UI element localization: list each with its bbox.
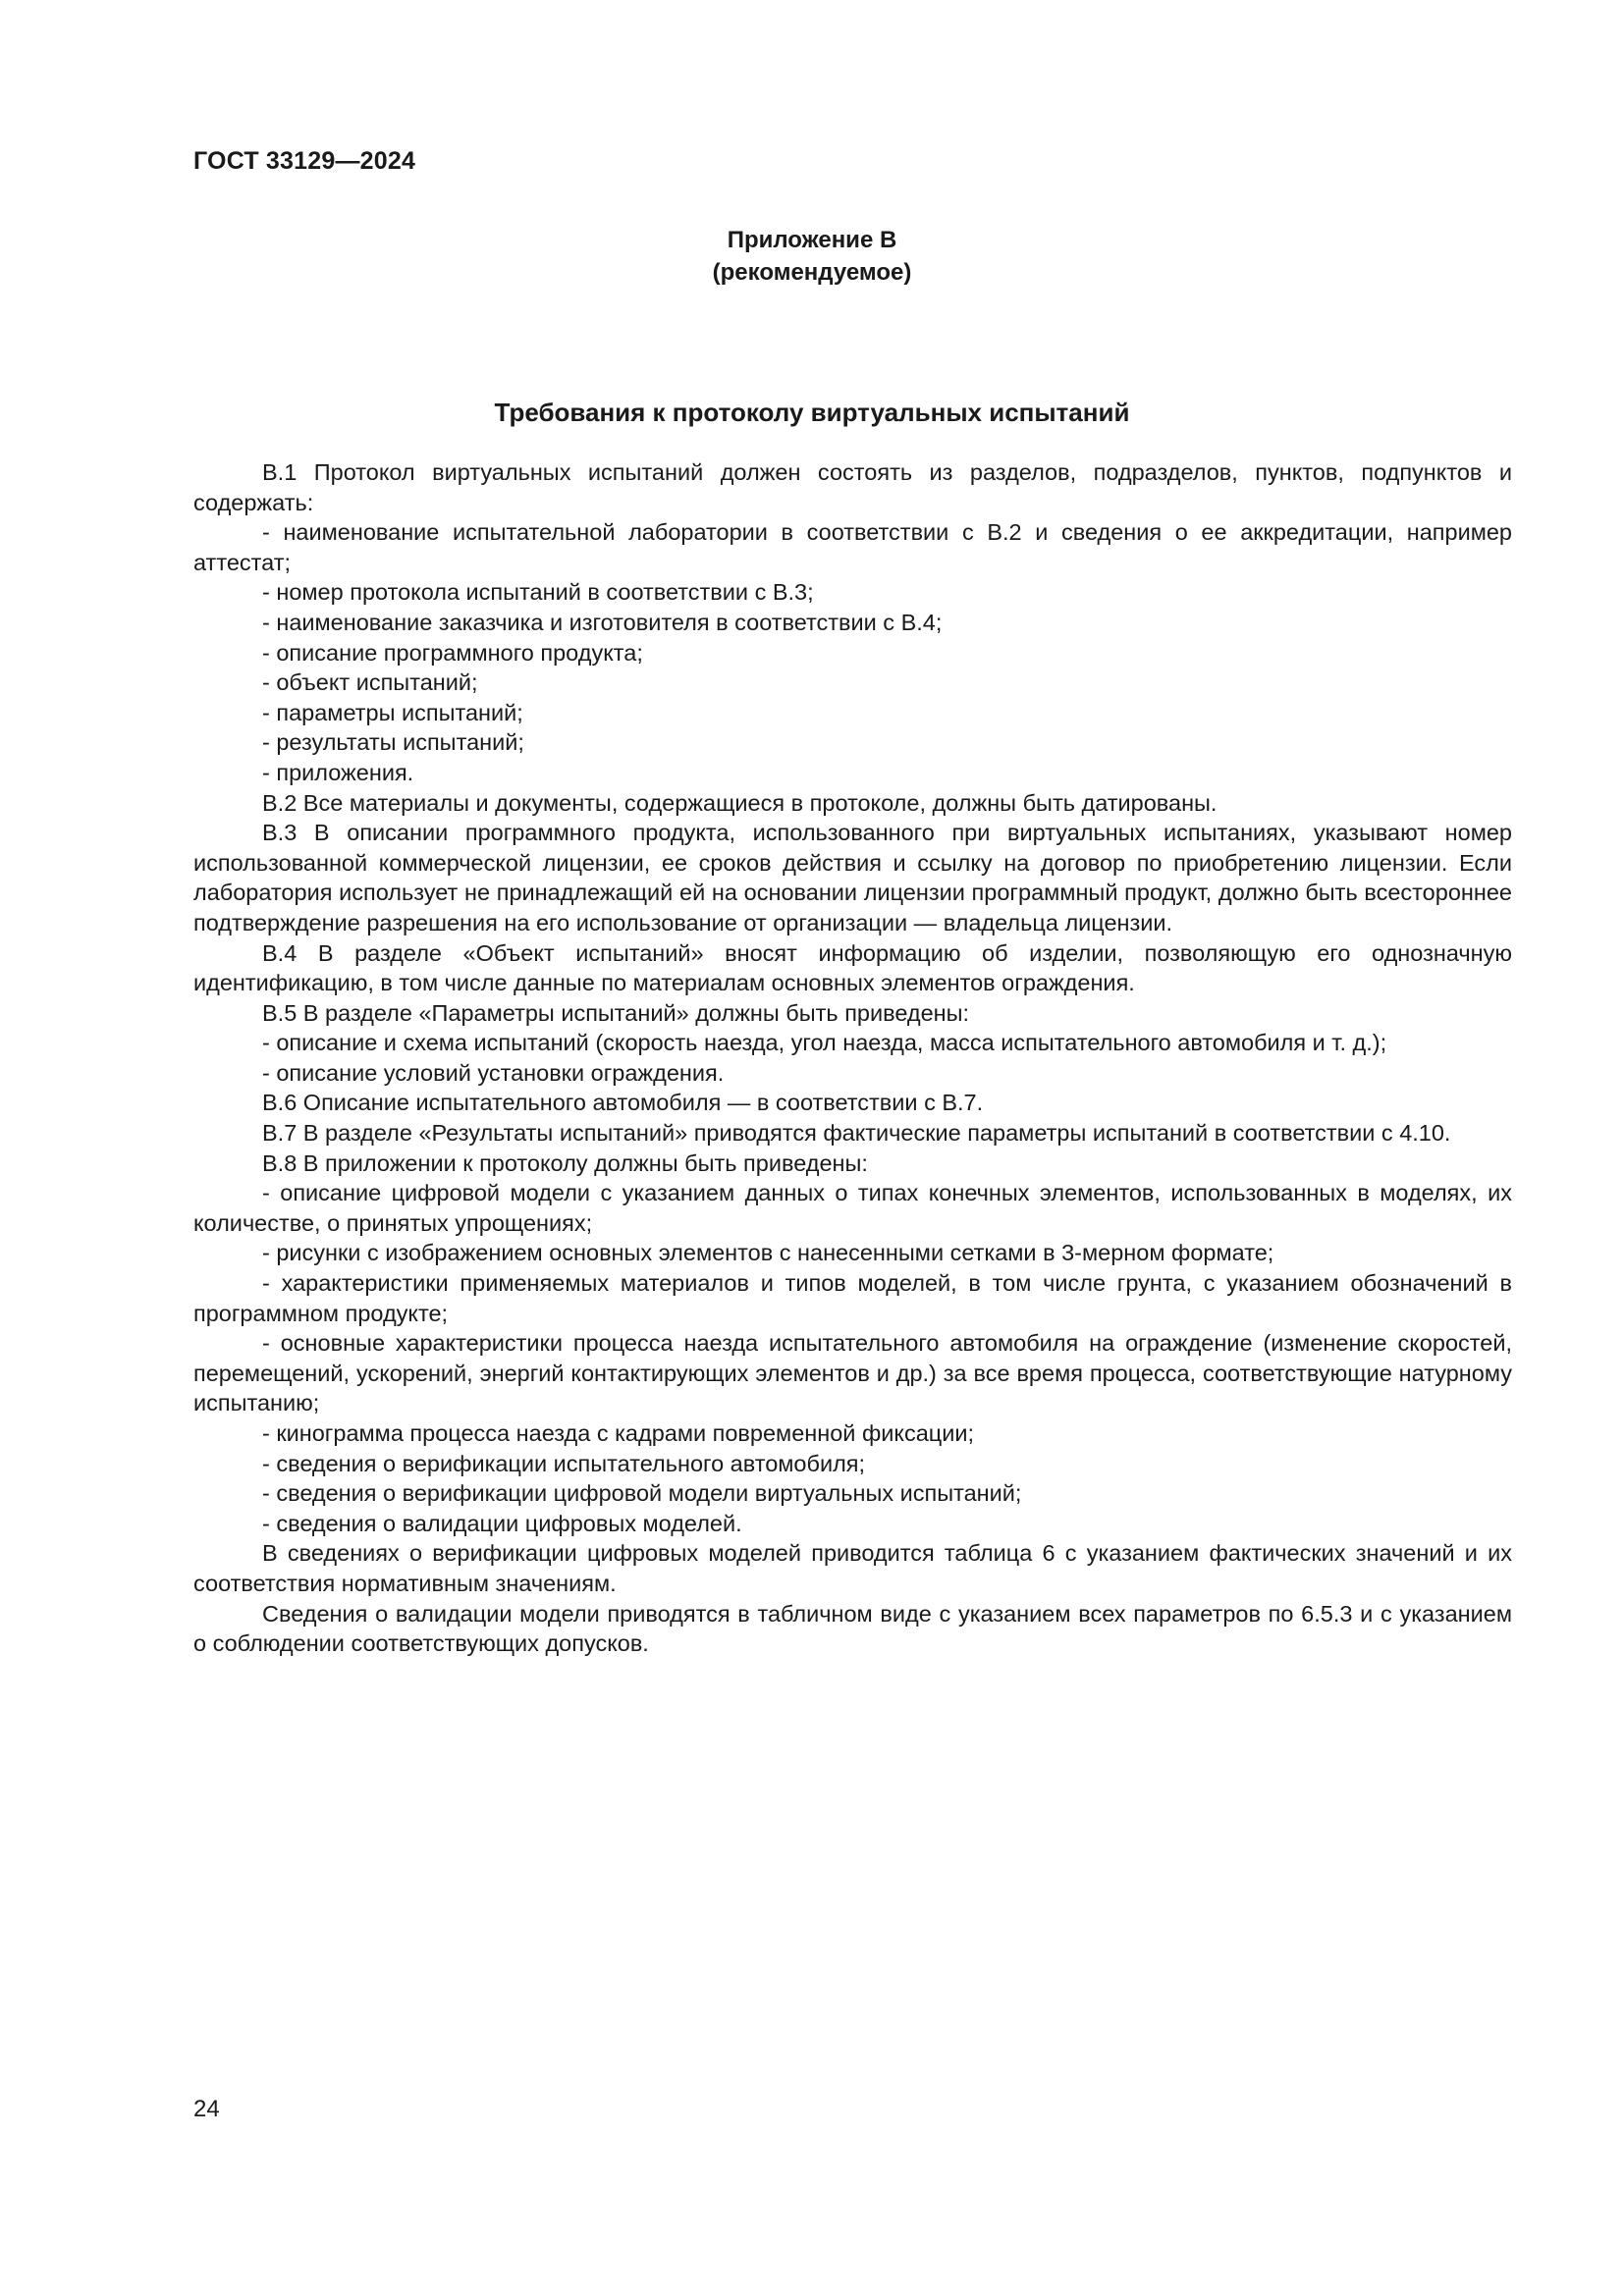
paragraph-b1: В.1 Протокол виртуальных испытаний должен состоять из разделов, подразделов, пунктов, подпунктов и содержать: <box>193 459 1512 515</box>
annex-title: Приложение В <box>727 227 897 253</box>
list-item: - объект испытаний; <box>262 669 478 696</box>
paragraph-b4: В.4 В разделе «Объект испытаний» вносят информацию об изделии, позволяющую его однозначную идентификацию, в том числе данные по материалам основных элементов ограждения. <box>193 939 1512 996</box>
paragraph-b3: В.3 В описании программного продукта, использованного при виртуальных испытаниях, указывают номер использованной коммерческой лицензии, ее сроков действия и ссылку на договор по приобретению лицензии. Если лаборатория использует не принадлежащий ей на основании лицензии программный продукт, должно быть всестороннее подтверждение разрешения на его использование от организации — владельца лицензии. <box>193 820 1512 935</box>
list-item: - параметры испытаний; <box>262 699 523 725</box>
paragraph-b8: В.8 В приложении к протоколу должны быть приведены: <box>262 1149 868 1176</box>
paragraph-validation: Сведения о валидации модели приводятся в табличном виде с указанием всех параметров по 6.5.3 и с указанием о соблюдении соответствующих допусков. <box>193 1600 1512 1657</box>
list-item: - основные характеристики процесса наезда испытательного автомобиля на ограждение (изменение скоростей, перемещений, ускорений, энергий контактирующих элементов и др.) за все время процесса, соответствующие натурному испытанию; <box>193 1330 1512 1416</box>
list-item: - характеристики применяемых материалов и типов моделей, в том числе грунта, с указанием обозначений в программном продукте; <box>193 1270 1512 1326</box>
list-item: - наименование заказчика и изготовителя в соответствии с В.4; <box>262 609 943 635</box>
paragraph-b7: В.7 В разделе «Результаты испытаний» приводятся фактические параметры испытаний в соответствии с 4.10. <box>262 1120 1451 1147</box>
annex-heading <box>0 224 1624 289</box>
list-item: - наименование испытательной лаборатории в соответствии с В.2 и сведения о ее аккредитации, например аттестат; <box>193 519 1512 575</box>
list-item: - кинограмма процесса наезда с кадрами повременной фиксации; <box>262 1420 975 1446</box>
paragraph-b2: В.2 Все материалы и документы, содержащиеся в протоколе, должны быть датированы. <box>262 789 1218 816</box>
list-item: - описание и схема испытаний (скорость наезда, угол наезда, масса испытательного автомобиля и т. д.); <box>262 1030 1387 1056</box>
page-number: 24 <box>193 2096 220 2122</box>
list-item: - сведения о верификации цифровой модели виртуальных испытаний; <box>262 1480 1022 1507</box>
document-body <box>193 457 1512 1659</box>
section-title: Требования к протоколу виртуальных испытаний <box>494 398 1130 427</box>
paragraph-b6: В.6 Описание испытательного автомобиля — в соответствии с В.7. <box>262 1090 984 1116</box>
paragraph-verification: В сведениях о верификации цифровых моделей приводится таблица 6 с указанием фактических значений и их соответствия нормативным значениям. <box>193 1540 1512 1596</box>
list-item: - приложения. <box>262 759 414 785</box>
paragraph-b5: В.5 В разделе «Параметры испытаний» должны быть приведены: <box>262 999 970 1026</box>
list-item: - описание цифровой модели с указанием данных о типах конечных элементов, использованных в моделях, их количестве, о принятых упрощениях; <box>193 1180 1512 1236</box>
list-item: - описание условий установки ограждения. <box>262 1059 725 1086</box>
list-item: - сведения о валидации цифровых моделей. <box>262 1510 742 1536</box>
list-item: - результаты испытаний; <box>262 729 524 756</box>
list-item: - номер протокола испытаний в соответствии с В.3; <box>262 579 814 606</box>
list-item: - сведения о верификации испытательного автомобиля; <box>262 1450 866 1476</box>
list-item: - рисунки с изображением основных элементов с нанесенными сетками в 3-мерном формате; <box>262 1240 1274 1266</box>
annex-status: (рекомендуемое) <box>712 259 912 286</box>
standard-code: ГОСТ 33129—2024 <box>193 147 416 175</box>
list-item: - описание программного продукта; <box>262 639 643 666</box>
